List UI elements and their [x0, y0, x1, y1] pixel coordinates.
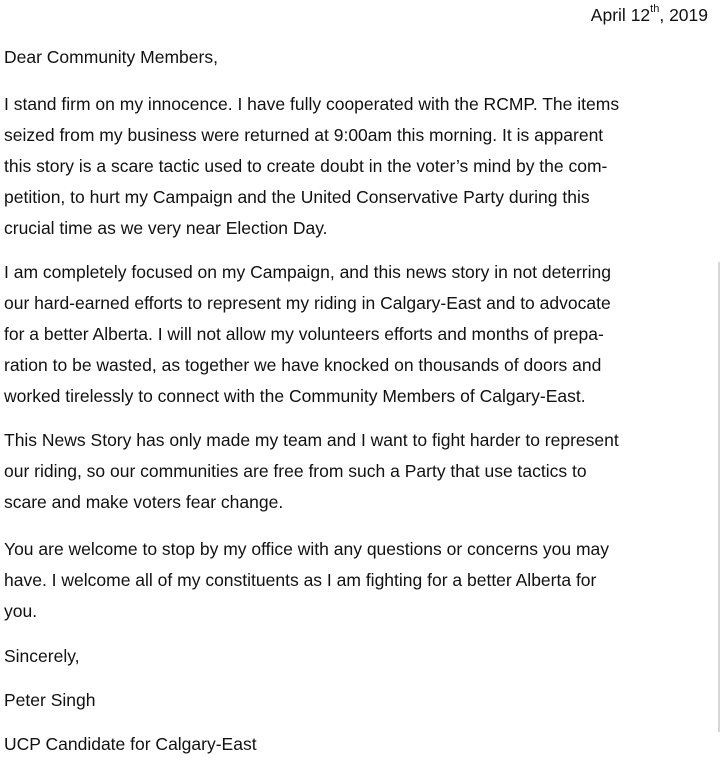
paragraph-line: ration to be wasted, as together we have knocked on thousands of doors and: [4, 355, 602, 375]
paragraph-line: This News Story has only made my team and I want to fight harder to represent: [4, 430, 619, 450]
paragraph-4: [4, 534, 710, 627]
paragraph-line: for a better Alberta. I will not allow my volunteers efforts and months of prepa-: [4, 324, 604, 344]
closing: Sincerely,: [4, 646, 80, 666]
date-month: April: [590, 5, 626, 25]
paragraph-line: you.: [4, 601, 38, 621]
paragraph-line: scare and make voters fear change.: [4, 492, 284, 512]
paragraph-line: petition, to hurt my Campaign and the United Conservative Party during this: [4, 187, 590, 207]
signature-title: UCP Candidate for Calgary-East: [4, 734, 257, 754]
signature-name: Peter Singh: [4, 690, 96, 710]
paragraph-line: worked tirelessly to connect with the Community Members of Calgary-East.: [4, 386, 586, 406]
salutation: Dear Community Members,: [4, 47, 218, 67]
paragraph-line: this story is a scare tactic used to create doubt in the voter’s mind by the com-: [4, 156, 608, 176]
paragraph-line: crucial time as we very near Election Day.: [4, 218, 328, 238]
paragraph-2: [4, 257, 710, 412]
date-day: 12: [630, 5, 651, 25]
paragraph-line: I stand firm on my innocence. I have fully cooperated with the RCMP. The items: [4, 94, 620, 114]
paragraph-1: [4, 89, 710, 244]
paragraph-line: I am completely focused on my Campaign, and this news story in not deterring: [4, 262, 611, 282]
date-year: , 2019: [659, 5, 708, 25]
paragraph-line: have. I welcome all of my constituents as I am fighting for a better Alberta for: [4, 570, 597, 590]
paragraph-line: our riding, so our communities are free from such a Party that use tactics to: [4, 461, 587, 481]
letter-date: [591, 2, 708, 28]
paragraph-line: You are welcome to stop by my office with any questions or concerns you may: [4, 539, 610, 559]
paragraph-line: seized from my business were returned at 9:00am this morning. It is apparent: [4, 125, 604, 145]
paragraph-3: [4, 425, 710, 518]
paragraph-line: our hard-earned efforts to represent my riding in Calgary-East and to advocate: [4, 293, 611, 313]
date-day-suffix: th: [650, 3, 660, 16]
